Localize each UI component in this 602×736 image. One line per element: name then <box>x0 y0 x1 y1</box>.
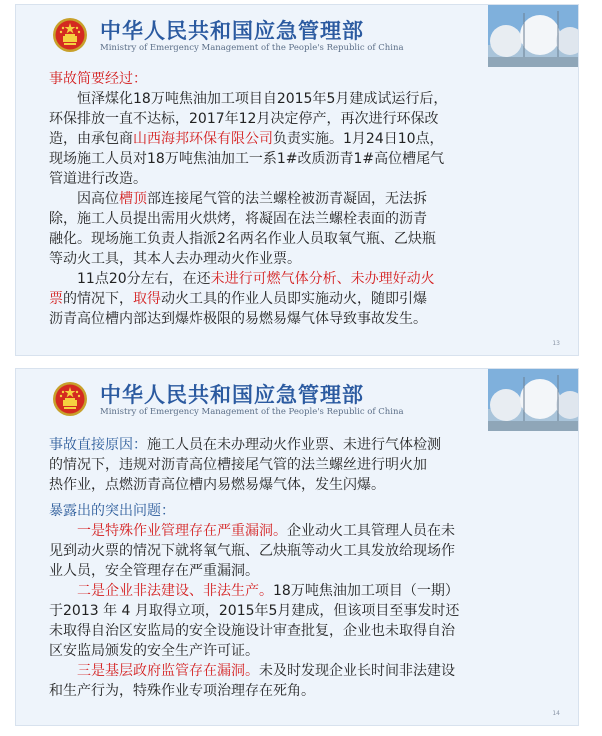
contractor-name: 山西海邦环保有限公司 <box>133 131 273 147</box>
emphasis-text: 未进行可燃气体分析、未办理好动火 <box>210 271 435 287</box>
issue-text: 于2013 年 4 月取得立项，2015年5月建成，但该项目至事发时还 <box>49 603 460 619</box>
issue-text: 业人员，安全管理存在严重漏洞。 <box>49 563 259 579</box>
summary-text: 现场施工人员对18万吨焦油加工一系1#改质沥青1#高位槽尾气 <box>49 151 445 167</box>
org-name-cn: 中华人民共和国应急管理部 <box>100 383 364 407</box>
issue-text: 和生产行为，特殊作业专项治理存在死角。 <box>49 683 315 699</box>
issue-title: 二是企业非法建设、非法生产。 <box>77 583 273 599</box>
cause-text: 热作业，点燃沥青高位槽内易燃易爆气体，发生闪爆。 <box>49 477 385 493</box>
page-number: 14 <box>552 710 560 717</box>
issue-text: 18万吨焦油加工项目（一期） <box>273 583 459 599</box>
slide-header <box>16 369 578 429</box>
issues-heading: 暴露出的突出问题： <box>49 503 175 519</box>
summary-text: 除，施工人员提出需用火烘烤，将凝固在法兰螺栓表面的沥青 <box>49 211 427 227</box>
accident-summary <box>49 69 564 329</box>
direct-cause <box>49 435 564 495</box>
issue-title: 三是基层政府监管存在漏洞。 <box>77 663 259 679</box>
summary-text: 的情况下， <box>63 291 133 307</box>
emphasis-text: 票 <box>49 291 63 307</box>
org-name-en: Ministry of Emergency Management of the People's Republic of China <box>100 43 404 53</box>
org-name-en: Ministry of Emergency Management of the People's Republic of China <box>100 407 404 417</box>
summary-text: 等动火工具，其本人去办理动火作业票。 <box>49 251 301 267</box>
cause-text: 的情况下，违规对沥青高位槽接尾气管的法兰螺丝进行明火加 <box>49 457 427 473</box>
summary-text: 动火工具的作业人员即实施动火，随即引爆 <box>161 291 427 307</box>
national-emblem-icon <box>52 17 88 53</box>
slide-14 <box>15 368 579 726</box>
summary-text: 管道进行改造。 <box>49 171 147 187</box>
direct-cause-label: 事故直接原因： <box>49 437 147 453</box>
cause-text: 施工人员在未办理动火作业票、未进行气体检测 <box>147 437 441 453</box>
summary-text: 恒泽煤化18万吨焦油加工项目自2015年5月建成试运行后， <box>77 91 448 107</box>
page-number: 13 <box>552 340 560 347</box>
national-emblem-icon <box>52 381 88 417</box>
issues-section <box>49 501 564 701</box>
summary-text: 部连接尾气管的法兰螺栓被沥青凝固，无法拆 <box>147 191 427 207</box>
slide-13 <box>15 4 579 356</box>
summary-text: 融化。现场施工负责人指派2名两名作业人员取氧气瓶、乙炔瓶 <box>49 231 436 247</box>
spherical-storage-tanks-image <box>488 5 578 67</box>
issue-text: 见到动火票的情况下就将氧气瓶、乙炔瓶等动火工具发放给现场作 <box>49 543 455 559</box>
issue-text: 未取得自治区安监局的安全设施设计审查批复，企业也未取得自治 <box>49 623 455 639</box>
summary-text: 造，由承包商 <box>49 131 133 147</box>
issue-text: 区安监局颁发的安全生产许可证。 <box>49 643 259 659</box>
emphasis-text: 取得 <box>133 291 161 307</box>
summary-heading: 事故简要经过： <box>49 71 147 87</box>
emphasis-text: 槽顶 <box>119 191 147 207</box>
summary-text: 负责实施。1月24日10点， <box>273 131 444 147</box>
summary-text: 因高位 <box>77 191 119 207</box>
summary-text: 环保排放一直不达标，2017年12月决定停产，再次进行环保改 <box>49 111 439 127</box>
summary-text: 11点20分左右，在还 <box>77 271 211 287</box>
issue-text: 未及时发现企业长时间非法建设 <box>259 663 455 679</box>
org-name-cn: 中华人民共和国应急管理部 <box>100 19 364 43</box>
spherical-storage-tanks-image <box>488 369 578 431</box>
issue-title: 一是特殊作业管理存在严重漏洞。 <box>77 523 287 539</box>
summary-text: 沥青高位槽内部达到爆炸极限的易燃易爆气体导致事故发生。 <box>49 311 427 327</box>
issue-text: 企业动火工具管理人员在未 <box>287 523 455 539</box>
slide-header <box>16 5 578 65</box>
